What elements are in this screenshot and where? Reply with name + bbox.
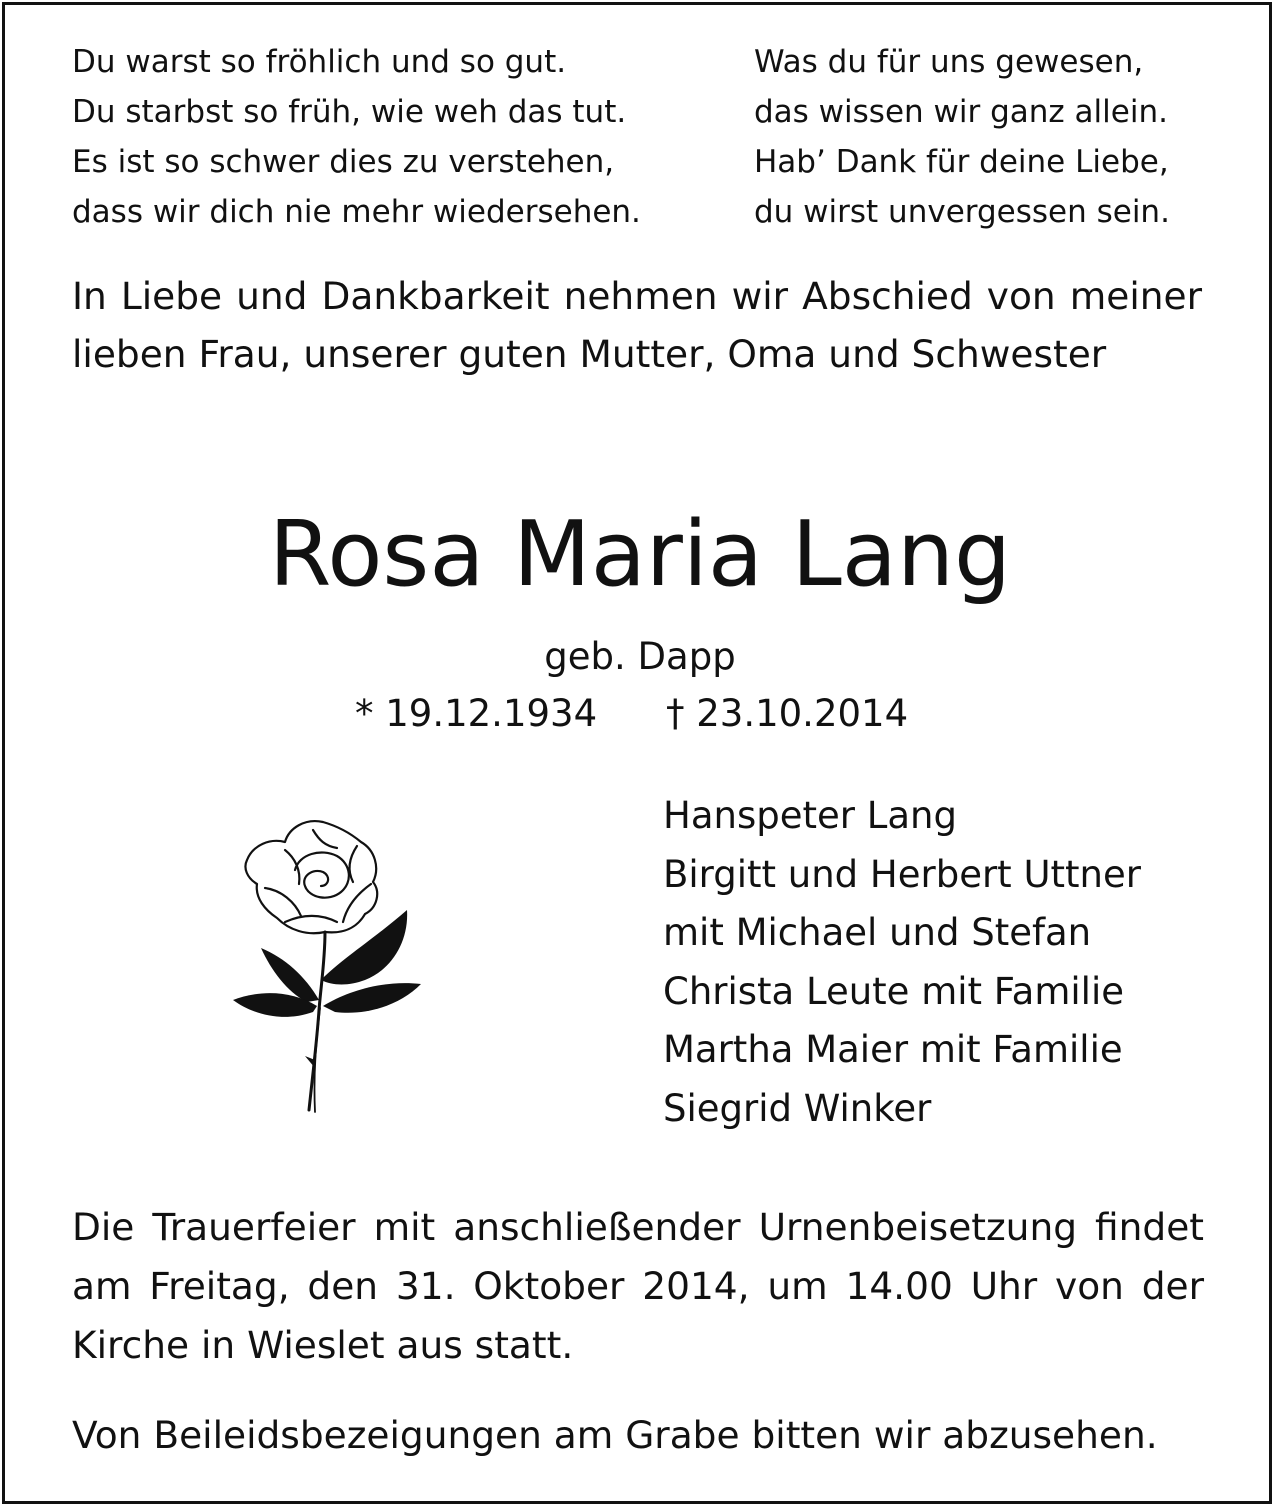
mourner-entry: Christa Leute mit Familie bbox=[663, 969, 1125, 1013]
birth-date: * 19.12.1934 bbox=[355, 692, 598, 735]
birth-name: geb. Dapp bbox=[544, 635, 736, 678]
mourner-entry: Birgitt und Herbert Uttner bbox=[663, 852, 1141, 896]
deceased-name: Rosa Maria Lang bbox=[268, 502, 1012, 607]
verse-left-line: dass wir dich nie mehr wiedersehen. bbox=[72, 194, 641, 230]
verse-right-line: du wirst unvergessen sein. bbox=[754, 194, 1170, 230]
mourner-entry: Hanspeter Lang bbox=[663, 794, 957, 837]
condolence-note: Von Beileidsbezeigungen am Grabe bitten wir abzusehen. bbox=[72, 1413, 1158, 1457]
verse-left-line: Es ist so schwer dies zu verstehen, bbox=[72, 144, 615, 180]
death-date: † 23.10.2014 bbox=[666, 692, 909, 735]
verse-right-line: Was du für uns gewesen, bbox=[754, 44, 1144, 80]
mourner-entry: Martha Maier mit Familie bbox=[663, 1028, 1123, 1071]
verse-left-line: Du warst so fröhlich und so gut. bbox=[72, 44, 567, 80]
funeral-notice: Die Trauerfeier mit anschließender Urnenbeisetzung findet am Freitag, den 31. Oktober 2014, um 14.00 Uhr von der Kirche in Wieslet aus statt. bbox=[72, 1205, 1204, 1367]
verse-left bbox=[72, 37, 641, 237]
verse-left-line: Du starbst so früh, wie weh das tut. bbox=[72, 94, 627, 130]
mourner-entry: Siegrid Winker bbox=[663, 1086, 932, 1130]
verse-right bbox=[754, 37, 1170, 237]
mourners-list bbox=[663, 787, 1141, 1138]
rose-icon bbox=[225, 810, 425, 1125]
mourner-entry: mit Michael und Stefan bbox=[663, 911, 1092, 954]
intro-paragraph: In Liebe und Dankbarkeit nehmen wir Abschied von meiner lieben Frau, unserer guten Mutter, Oma und Schwester bbox=[72, 274, 1202, 376]
verse-right-line: das wissen wir ganz allein. bbox=[754, 94, 1168, 130]
verse-right-line: Hab’ Dank für deine Liebe, bbox=[754, 144, 1169, 180]
